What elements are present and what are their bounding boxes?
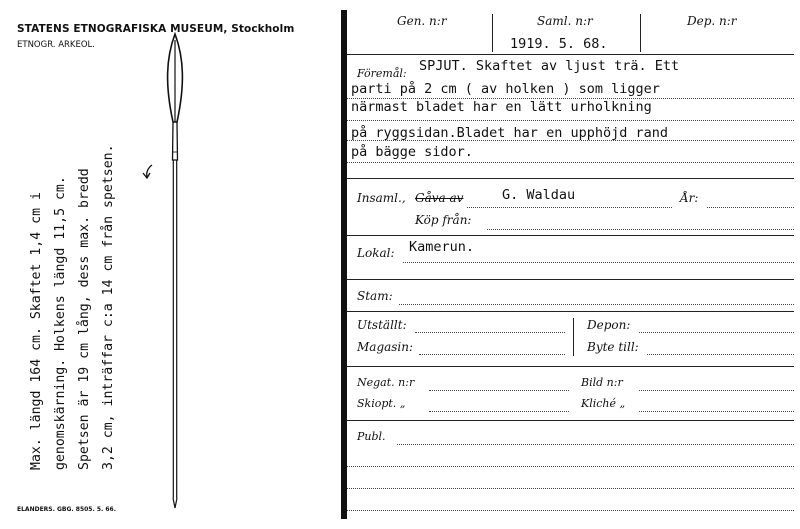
depon-rule xyxy=(639,332,794,333)
magasin-rule xyxy=(419,354,565,355)
insaml-value: G. Waldau xyxy=(502,187,576,203)
lokal-rule xyxy=(403,262,794,263)
byte-rule xyxy=(647,354,794,355)
utstallt-rule xyxy=(415,332,565,333)
bild-rule xyxy=(639,390,794,391)
foremal-bottom-rule xyxy=(347,178,794,179)
insaml-bottom-rule xyxy=(347,235,794,236)
description-line-3: Spetsen är 19 cm lång, dess max. bredd xyxy=(77,168,92,470)
stam-label: Stam: xyxy=(357,289,393,303)
description-line-1: Max. längd 164 cm. Skaftet 1,4 cm i xyxy=(29,192,44,470)
stam-rule xyxy=(399,304,794,305)
insaml-rule xyxy=(467,207,672,208)
gen-number-label: Gen. n:r xyxy=(397,14,447,28)
header-divider-1 xyxy=(492,14,493,52)
bild-label: Bild n:r xyxy=(581,376,623,389)
arrow-mark-icon xyxy=(138,162,158,182)
ar-label: År: xyxy=(680,191,699,205)
publ-rule-1 xyxy=(397,444,794,445)
stam-bottom-rule xyxy=(347,311,794,312)
storage-bottom-rule xyxy=(347,366,794,367)
lokal-bottom-rule xyxy=(347,279,794,280)
lokal-value: Kamerun. xyxy=(409,239,475,255)
printer-mark: ELANDERS. GBG. 8505. 5. 66. xyxy=(17,506,117,513)
foremal-line-5: på bägge sidor. xyxy=(351,144,473,160)
description-line-4: 3,2 cm, inträffar c:a 14 cm från spetsen. xyxy=(101,144,116,470)
foremal-line-3: närmast bladet har en lätt urholkning xyxy=(351,99,652,115)
header-divider-2 xyxy=(640,14,641,52)
dep-number-label: Dep. n:r xyxy=(687,14,737,28)
cliche-label: Kliché „ xyxy=(581,397,626,410)
gava-label: Gåva av xyxy=(415,191,464,205)
department-label: ETNOGR. ARKEOL. xyxy=(17,40,95,50)
foremal-rule-4 xyxy=(347,162,794,163)
foremal-rule-1 xyxy=(347,98,794,99)
negat-bottom-rule xyxy=(347,420,794,421)
skiopt-rule xyxy=(429,411,569,412)
vertical-description xyxy=(25,70,121,470)
foremal-rule-3 xyxy=(347,140,794,141)
spear-drawing-icon xyxy=(155,30,195,510)
byte-label: Byte till: xyxy=(587,340,639,354)
left-panel xyxy=(0,0,340,529)
foremal-line-1: SPJUT. Skaftet av ljust trä. Ett xyxy=(419,58,680,74)
museum-name: STATENS ETNOGRAFISKA MUSEUM, Stockholm xyxy=(17,23,295,35)
ar-rule xyxy=(707,207,794,208)
header-rule xyxy=(347,54,794,55)
foremal-rule-2 xyxy=(347,120,794,121)
foremal-line-2: parti på 2 cm ( av holken ) som ligger xyxy=(351,81,660,97)
cliche-rule xyxy=(639,411,794,412)
publ-label: Publ. xyxy=(357,430,386,443)
saml-number-value: 1919. 5. 68. xyxy=(510,36,608,52)
negat-label: Negat. n:r xyxy=(357,376,415,389)
storage-divider xyxy=(573,318,574,356)
publ-rule-4 xyxy=(347,510,794,511)
depon-label: Depon: xyxy=(587,318,631,332)
negat-rule xyxy=(429,390,569,391)
saml-number-label: Saml. n:r xyxy=(537,14,593,28)
insaml-label: Insaml., xyxy=(357,191,406,205)
skiopt-label: Skiopt. „ xyxy=(357,397,406,410)
catalog-card xyxy=(347,0,800,529)
kop-rule xyxy=(487,229,794,230)
utstallt-label: Utställt: xyxy=(357,318,407,332)
publ-rule-2 xyxy=(347,466,794,467)
kop-label: Köp från: xyxy=(415,213,472,227)
foremal-line-4: på ryggsidan.Bladet har en upphöjd rand xyxy=(351,125,668,141)
foremal-label: Föremål: xyxy=(357,67,407,80)
lokal-label: Lokal: xyxy=(357,246,395,260)
magasin-label: Magasin: xyxy=(357,340,414,354)
description-line-2: genomskärning. Holkens längd 11,5 cm. xyxy=(53,176,68,470)
publ-rule-3 xyxy=(347,488,794,489)
